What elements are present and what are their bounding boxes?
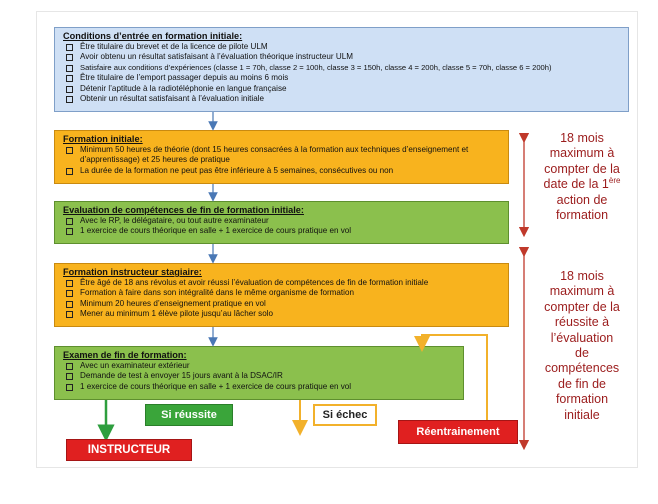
instructor-label: INSTRUCTEUR [66,439,192,461]
conditions-item: Détenir l’aptitude à la radiotéléphonie en langue française [63,84,622,94]
examen-item: Avec un examinateur extérieur [63,361,457,371]
conditions-item: Être titulaire du brevet et de la licence de pilote ULM [63,42,622,52]
stagiaire-item: Formation à faire dans son intégralité dans le même organisme de formation [63,288,502,298]
formation-initiale-title: Formation initiale: [63,134,143,144]
conditions-item: Être titulaire de l’emport passager depuis au moins 6 mois [63,73,622,83]
stagiaire-title: Formation instructeur stagiaire: [63,267,202,277]
conditions-title: Conditions d’entrée en formation initiale: [63,31,243,41]
examen-item: 1 exercice de cours théorique en salle + 1 exercice de cours pratique en vol [63,382,457,392]
examen-title: Examen de fin de formation: [63,350,187,360]
conditions-item: Satisfaire aux conditions d’expériences (classe 1 = 70h, classe 2 = 100h, classe 3 = 150h, classe 4 = 200h, classe 5 = 70h, classe 6 = 200h) [63,63,622,73]
conditions-item: Obtenir un résultat satisfaisant à l’évaluation initiale [63,94,622,104]
formation-initiale-item: La durée de la formation ne peut pas être inférieure à 5 semaines, consécutives ou non [63,166,502,176]
evaluation-item: 1 exercice de cours théorique en salle + 1 exercice de cours pratique en vol [63,226,502,236]
stagiaire-item: Mener au minimum 1 élève pilote jusqu’au lâcher solo [63,309,502,319]
evaluation-title: Evaluation de compétences de fin de formation initiale: [63,205,304,215]
evaluation-item: Avec le RP, le délégataire, ou tout autre examinateur [63,216,502,226]
duration-note-first-action: 18 mois maximum à compter de la date de la 1ère action de formation [543,131,621,223]
duration-note-after-evaluation: 18 mois maximum à compter de la réussite à l’évaluation de compétences de fin de formation initiale [544,269,620,422]
retraining-loop-arrow [422,335,487,420]
retraining-label: Réentrainement [398,420,518,444]
formation-initiale-item: Minimum 50 heures de théorie (dont 15 heures consacrées à la formation aux techniques d’enseignement et d’apprentissage) et 25 heures de pratique [63,145,502,166]
conditions-item: Avoir obtenu un résultat satisfaisant à l’évaluation théorique instructeur ULM [63,52,622,62]
examen-item: Demande de test à envoyer 15 jours avant à la DSAC/IR [63,371,457,381]
failure-label: Si échec [313,404,377,426]
stagiaire-item: Minimum 20 heures d’enseignement pratique en vol [63,299,502,309]
success-label: Si réussite [145,404,233,426]
stagiaire-item: Être âgé de 18 ans révolus et avoir réussi l’évaluation de compétences de fin de formation initiale [63,278,502,288]
